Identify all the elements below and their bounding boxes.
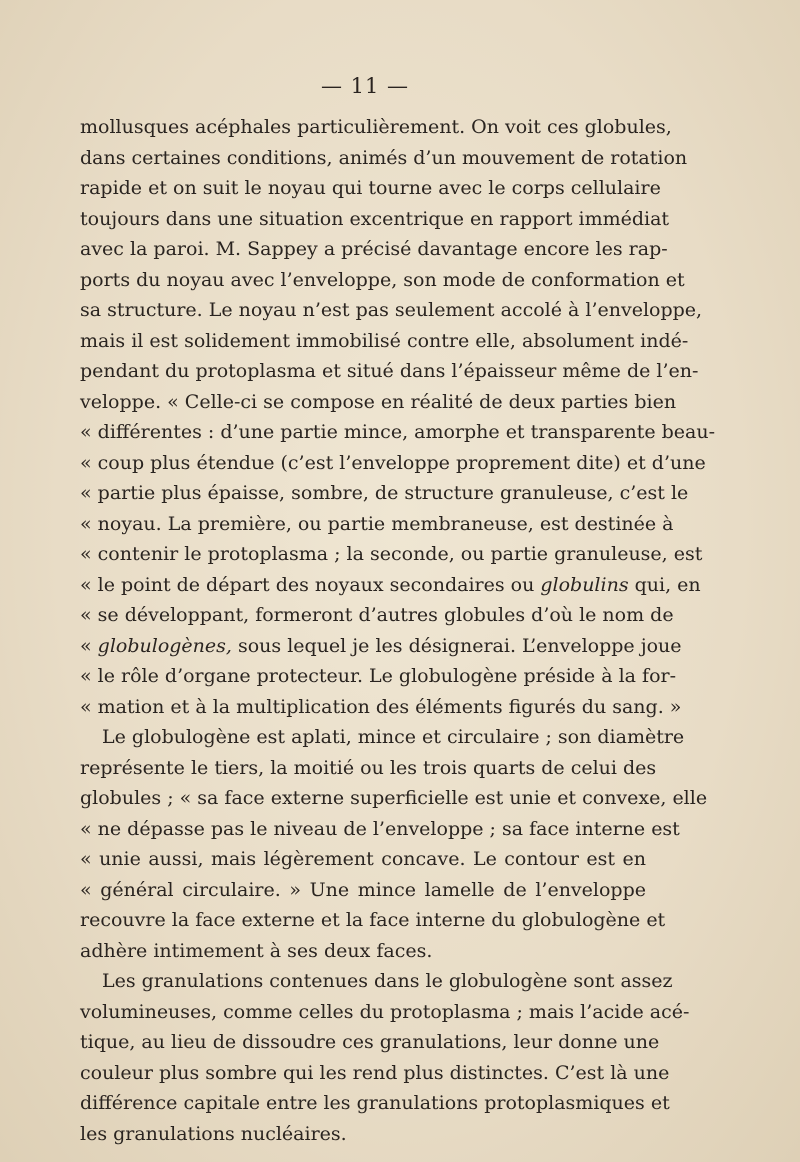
text-segment: « le point de départ des noyaux secondaires ou bbox=[80, 573, 541, 596]
text-line: pendant du protoplasma et situé dans l’épaisseur même de l’en- bbox=[80, 360, 699, 382]
text-line: « partie plus épaisse, sombre, de structure granuleuse, c’est le bbox=[80, 482, 689, 504]
text-line: adhère intimement à ses deux faces. bbox=[80, 939, 433, 962]
text-line: « différentes : d’une partie mince, amorphe et transparente beau- bbox=[80, 421, 716, 443]
text-line: dans certaines conditions, animés d’un mouvement de rotation bbox=[80, 146, 688, 169]
text-segment: sous lequel je les désignerai. L’enveloppe joue bbox=[231, 634, 682, 657]
text-segment: qui, en bbox=[628, 573, 701, 596]
text-line: mollusques acéphales particulièrement. On voit ces globules, bbox=[80, 116, 672, 138]
text-line-mixed bbox=[80, 570, 701, 601]
text-line: « contenir le protoplasma ; la seconde, ou partie granuleuse, est bbox=[80, 543, 703, 565]
text-line: volumineuses, comme celles du protoplasma ; mais l’acide acé- bbox=[80, 1000, 690, 1023]
text-line: « le rôle d’organe protecteur. Le globulogène préside à la for- bbox=[80, 665, 677, 687]
text-line: globules ; « sa face externe superficielle est unie et convexe, elle bbox=[80, 787, 708, 809]
text-line-mixed bbox=[80, 631, 682, 662]
text-line: « général circulaire. » Une mince lamelle de l’enveloppe bbox=[80, 878, 646, 901]
text-line: Le globulogène est aplati, mince et circulaire ; son diamètre bbox=[102, 726, 685, 748]
text-line: « unie aussi, mais légèrement concave. Le contour est en bbox=[80, 848, 646, 870]
text-line: « coup plus étendue (c’est l’enveloppe proprement dite) et d’une bbox=[80, 451, 706, 474]
text-line: recouvre la face externe et la face interne du globulogène et bbox=[80, 909, 666, 931]
text-line: « ne dépasse pas le niveau de l’enveloppe ; sa face interne est bbox=[80, 817, 680, 840]
body-text bbox=[80, 112, 716, 1149]
text-line: « mation et à la multiplication des éléments figurés du sang. » bbox=[80, 695, 682, 718]
page-number: — 11 — bbox=[320, 74, 410, 98]
text-line: toujours dans une situation excentrique en rapport immédiat bbox=[80, 207, 670, 230]
text-line: mais il est solidement immobilisé contre elle, absolument indé- bbox=[80, 329, 689, 352]
text-line: sa structure. Le noyau n’est pas seulement accolé à l’enveloppe, bbox=[80, 299, 703, 321]
text-line: différence capitale entre les granulations protoplasmiques et bbox=[80, 1092, 670, 1114]
italic-term: globulogènes, bbox=[97, 634, 232, 657]
text-line: représente le tiers, la moitié ou les trois quarts de celui des bbox=[80, 756, 657, 779]
text-segment: « bbox=[80, 634, 98, 657]
text-line: ports du noyau avec l’enveloppe, son mode de conformation et bbox=[80, 268, 685, 291]
text-line: les granulations nucléaires. bbox=[80, 1122, 347, 1145]
text-line: avec la paroi. M. Sappey a précisé davantage encore les rap- bbox=[80, 238, 668, 260]
text-line: tique, au lieu de dissoudre ces granulations, leur donne une bbox=[80, 1031, 660, 1053]
text-line: « noyau. La première, ou partie membraneuse, est destinée à bbox=[80, 512, 674, 535]
text-line: rapide et on suit le noyau qui tourne avec le corps cellulaire bbox=[80, 177, 661, 199]
text-line: couleur plus sombre qui les rend plus distinctes. C’est là une bbox=[80, 1061, 670, 1084]
text-line: Les granulations contenues dans le globulogène sont assez bbox=[102, 970, 673, 992]
text-line: « se développant, formeront d’autres globules d’où le nom de bbox=[80, 604, 674, 626]
italic-term: globulins bbox=[540, 573, 629, 596]
text-line: veloppe. « Celle-ci se compose en réalité de deux parties bien bbox=[80, 390, 677, 413]
